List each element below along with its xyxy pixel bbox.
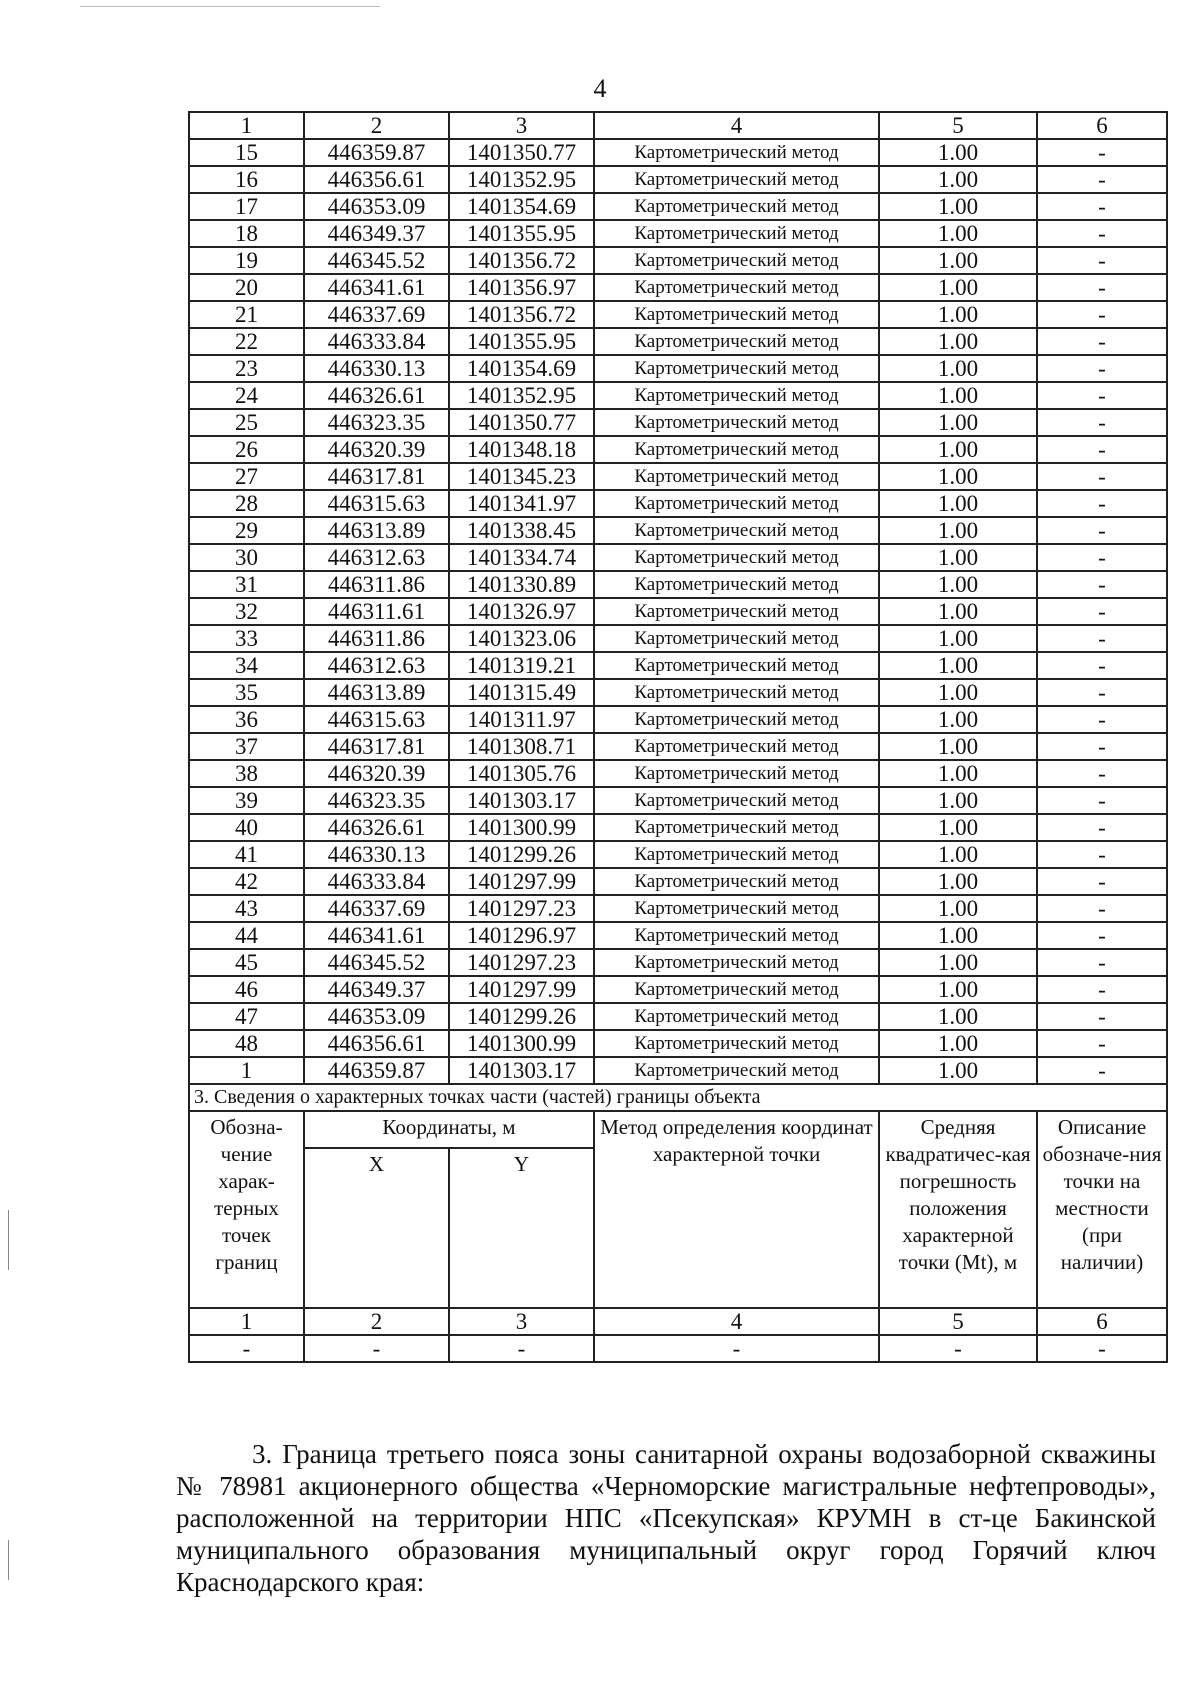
x-coordinate-cell: 446345.52 <box>304 247 449 274</box>
point-number-cell: 48 <box>189 1030 304 1057</box>
error-cell: 1.00 <box>879 301 1037 328</box>
method-cell: Картометрический метод <box>594 193 879 220</box>
table-row <box>189 517 1167 544</box>
y-coordinate-cell: 1401352.95 <box>449 166 594 193</box>
y-coordinate-cell: 1401297.99 <box>449 868 594 895</box>
point-number-cell: 31 <box>189 571 304 598</box>
description-cell: - <box>1037 652 1167 679</box>
description-cell: - <box>1037 706 1167 733</box>
y-coordinate-cell: 1401350.77 <box>449 139 594 166</box>
method-cell: Картометрический метод <box>594 544 879 571</box>
paragraph-text: 3. Граница третьего пояса зоны санитарной охраны водозаборной скважины № 78981 акционерного общества «Черноморские магистральные нефтепроводы», расположенной на территории НПС «Псекупская» КРУМН в ст-це Бакинской муниципального образования муниципальный округ город Горячий ключ Краснодарского края: <box>176 1439 1156 1597</box>
x-coordinate-cell: 446359.87 <box>304 139 449 166</box>
error-cell: 1.00 <box>879 976 1037 1003</box>
table-row <box>189 652 1167 679</box>
table-row <box>189 895 1167 922</box>
header-number: 1 <box>189 1308 304 1335</box>
empty-cell: - <box>189 1335 304 1362</box>
method-cell: Картометрический метод <box>594 220 879 247</box>
x-coordinate-cell: 446359.87 <box>304 1057 449 1084</box>
y-coordinate-cell: 1401334.74 <box>449 544 594 571</box>
y-coordinate-cell: 1401330.89 <box>449 571 594 598</box>
description-cell: - <box>1037 1057 1167 1084</box>
error-cell: 1.00 <box>879 139 1037 166</box>
table-row <box>189 922 1167 949</box>
column-number-row <box>189 112 1167 139</box>
table-row <box>189 787 1167 814</box>
y-coordinate-cell: 1401305.76 <box>449 760 594 787</box>
x-coordinate-cell: 446341.61 <box>304 922 449 949</box>
method-cell: Картометрический метод <box>594 706 879 733</box>
y-coordinate-cell: 1401300.99 <box>449 814 594 841</box>
point-number-cell: 20 <box>189 274 304 301</box>
y-coordinate-cell: 1401297.99 <box>449 976 594 1003</box>
method-cell: Картометрический метод <box>594 652 879 679</box>
x-coordinate-cell: 446311.86 <box>304 571 449 598</box>
description-cell: - <box>1037 247 1167 274</box>
x-coordinate-cell: 446333.84 <box>304 328 449 355</box>
x-coordinate-cell: 446320.39 <box>304 436 449 463</box>
y-coordinate-cell: 1401354.69 <box>449 355 594 382</box>
error-cell: 1.00 <box>879 949 1037 976</box>
error-cell: 1.00 <box>879 328 1037 355</box>
x-coordinate-cell: 446315.63 <box>304 490 449 517</box>
error-cell: 1.00 <box>879 544 1037 571</box>
y-coordinate-cell: 1401297.23 <box>449 949 594 976</box>
description-cell: - <box>1037 841 1167 868</box>
description-cell: - <box>1037 382 1167 409</box>
point-number-cell: 45 <box>189 949 304 976</box>
method-cell: Картометрический метод <box>594 355 879 382</box>
point-number-cell: 34 <box>189 652 304 679</box>
table-row <box>189 868 1167 895</box>
point-number-cell: 36 <box>189 706 304 733</box>
margin-mark <box>8 1210 9 1270</box>
y-coordinate-cell: 1401296.97 <box>449 922 594 949</box>
point-number-cell: 22 <box>189 328 304 355</box>
y-coordinate-cell: 1401356.72 <box>449 301 594 328</box>
y-coordinate-cell: 1401303.17 <box>449 1057 594 1084</box>
x-coordinate-cell: 446345.52 <box>304 949 449 976</box>
x-coordinate-cell: 446337.69 <box>304 301 449 328</box>
section-title-row <box>189 1084 1167 1111</box>
method-cell: Картометрический метод <box>594 301 879 328</box>
table-row <box>189 976 1167 1003</box>
point-number-cell: 38 <box>189 760 304 787</box>
point-number-cell: 1 <box>189 1057 304 1084</box>
method-cell: Картометрический метод <box>594 598 879 625</box>
x-coordinate-cell: 446312.63 <box>304 652 449 679</box>
error-cell: 1.00 <box>879 436 1037 463</box>
error-cell: 1.00 <box>879 571 1037 598</box>
point-number-cell: 21 <box>189 301 304 328</box>
table-row <box>189 409 1167 436</box>
x-coordinate-cell: 446312.63 <box>304 544 449 571</box>
empty-cell: - <box>594 1335 879 1362</box>
table-row <box>189 760 1167 787</box>
description-cell: - <box>1037 328 1167 355</box>
column-number: 3 <box>449 112 594 139</box>
method-cell: Картометрический метод <box>594 922 879 949</box>
table-row <box>189 139 1167 166</box>
table-row <box>189 274 1167 301</box>
method-cell: Картометрический метод <box>594 139 879 166</box>
table-row <box>189 220 1167 247</box>
x-coordinate-cell: 446326.61 <box>304 814 449 841</box>
x-coordinate-cell: 446315.63 <box>304 706 449 733</box>
error-cell: 1.00 <box>879 841 1037 868</box>
y-coordinate-cell: 1401323.06 <box>449 625 594 652</box>
description-cell: - <box>1037 814 1167 841</box>
y-coordinate-cell: 1401356.72 <box>449 247 594 274</box>
description-cell: - <box>1037 139 1167 166</box>
table-row <box>189 166 1167 193</box>
empty-cell: - <box>304 1335 449 1362</box>
y-coordinate-cell: 1401311.97 <box>449 706 594 733</box>
table-row <box>189 598 1167 625</box>
method-cell: Картометрический метод <box>594 1003 879 1030</box>
section-title: 3. Сведения о характерных точках части (частей) границы объекта <box>189 1084 1167 1111</box>
x-coordinate-cell: 446353.09 <box>304 193 449 220</box>
table-row <box>189 355 1167 382</box>
x-coordinate-cell: 446323.35 <box>304 409 449 436</box>
error-cell: 1.00 <box>879 1030 1037 1057</box>
empty-cell: - <box>879 1335 1037 1362</box>
error-cell: 1.00 <box>879 409 1037 436</box>
point-number-cell: 40 <box>189 814 304 841</box>
empty-cell: - <box>1037 1335 1167 1362</box>
table-row <box>189 814 1167 841</box>
description-cell: - <box>1037 787 1167 814</box>
description-cell: - <box>1037 679 1167 706</box>
point-number-cell: 29 <box>189 517 304 544</box>
y-coordinate-cell: 1401355.95 <box>449 220 594 247</box>
method-cell: Картометрический метод <box>594 787 879 814</box>
column-number: 5 <box>879 112 1037 139</box>
empty-row <box>189 1335 1167 1362</box>
header-number: 6 <box>1037 1308 1167 1335</box>
method-cell: Картометрический метод <box>594 382 879 409</box>
y-coordinate-cell: 1401345.23 <box>449 463 594 490</box>
x-coordinate-cell: 446311.86 <box>304 625 449 652</box>
error-cell: 1.00 <box>879 787 1037 814</box>
description-cell: - <box>1037 517 1167 544</box>
point-number-cell: 35 <box>189 679 304 706</box>
point-number-cell: 24 <box>189 382 304 409</box>
header-number-row <box>189 1308 1167 1335</box>
y-coordinate-cell: 1401308.71 <box>449 733 594 760</box>
x-coordinate-cell: 446330.13 <box>304 355 449 382</box>
description-cell: - <box>1037 1030 1167 1057</box>
description-cell: - <box>1037 571 1167 598</box>
header-designation: Обозна-чение харак-терных точек границ <box>189 1111 304 1308</box>
header-y: Y <box>449 1148 594 1308</box>
error-cell: 1.00 <box>879 598 1037 625</box>
method-cell: Картометрический метод <box>594 490 879 517</box>
error-cell: 1.00 <box>879 733 1037 760</box>
x-coordinate-cell: 446356.61 <box>304 1030 449 1057</box>
method-cell: Картометрический метод <box>594 166 879 193</box>
top-rule <box>80 6 380 7</box>
point-number-cell: 42 <box>189 868 304 895</box>
method-cell: Картометрический метод <box>594 328 879 355</box>
header-number: 4 <box>594 1308 879 1335</box>
x-coordinate-cell: 446341.61 <box>304 274 449 301</box>
method-cell: Картометрический метод <box>594 868 879 895</box>
description-cell: - <box>1037 598 1167 625</box>
header-number: 5 <box>879 1308 1037 1335</box>
method-cell: Картометрический метод <box>594 841 879 868</box>
table-row <box>189 706 1167 733</box>
y-coordinate-cell: 1401352.95 <box>449 382 594 409</box>
error-cell: 1.00 <box>879 760 1037 787</box>
x-coordinate-cell: 446320.39 <box>304 760 449 787</box>
method-cell: Картометрический метод <box>594 274 879 301</box>
description-cell: - <box>1037 895 1167 922</box>
x-coordinate-cell: 446330.13 <box>304 841 449 868</box>
point-number-cell: 30 <box>189 544 304 571</box>
x-coordinate-cell: 446349.37 <box>304 976 449 1003</box>
error-cell: 1.00 <box>879 706 1037 733</box>
error-cell: 1.00 <box>879 679 1037 706</box>
error-cell: 1.00 <box>879 274 1037 301</box>
description-cell: - <box>1037 949 1167 976</box>
point-number-cell: 25 <box>189 409 304 436</box>
y-coordinate-cell: 1401315.49 <box>449 679 594 706</box>
table-row <box>189 436 1167 463</box>
error-cell: 1.00 <box>879 895 1037 922</box>
x-coordinate-cell: 446311.61 <box>304 598 449 625</box>
method-cell: Картометрический метод <box>594 247 879 274</box>
description-cell: - <box>1037 733 1167 760</box>
point-number-cell: 18 <box>189 220 304 247</box>
point-number-cell: 19 <box>189 247 304 274</box>
point-number-cell: 41 <box>189 841 304 868</box>
body-paragraph <box>176 1438 1156 1598</box>
x-coordinate-cell: 446337.69 <box>304 895 449 922</box>
method-cell: Картометрический метод <box>594 814 879 841</box>
empty-cell: - <box>449 1335 594 1362</box>
y-coordinate-cell: 1401326.97 <box>449 598 594 625</box>
error-cell: 1.00 <box>879 1057 1037 1084</box>
point-number-cell: 33 <box>189 625 304 652</box>
point-number-cell: 44 <box>189 922 304 949</box>
table-row <box>189 193 1167 220</box>
table-row <box>189 571 1167 598</box>
point-number-cell: 43 <box>189 895 304 922</box>
error-cell: 1.00 <box>879 220 1037 247</box>
column-number: 2 <box>304 112 449 139</box>
description-cell: - <box>1037 193 1167 220</box>
method-cell: Картометрический метод <box>594 679 879 706</box>
error-cell: 1.00 <box>879 166 1037 193</box>
coordinates-table <box>188 111 1168 1363</box>
description-cell: - <box>1037 922 1167 949</box>
error-cell: 1.00 <box>879 463 1037 490</box>
x-coordinate-cell: 446349.37 <box>304 220 449 247</box>
x-coordinate-cell: 446353.09 <box>304 1003 449 1030</box>
header-description: Описание обозначе-ния точки на местности (при наличии) <box>1037 1111 1167 1308</box>
error-cell: 1.00 <box>879 193 1037 220</box>
description-cell: - <box>1037 490 1167 517</box>
method-cell: Картометрический метод <box>594 733 879 760</box>
table-row <box>189 1030 1167 1057</box>
method-cell: Картометрический метод <box>594 895 879 922</box>
description-cell: - <box>1037 544 1167 571</box>
point-number-cell: 46 <box>189 976 304 1003</box>
header-x: X <box>304 1148 449 1308</box>
method-cell: Картометрический метод <box>594 625 879 652</box>
x-coordinate-cell: 446333.84 <box>304 868 449 895</box>
page-number: 4 <box>593 74 607 103</box>
header-mean-error: Средняя квадратичес-кая погрешность положения характерной точки (Mt), м <box>879 1111 1037 1308</box>
point-number-cell: 23 <box>189 355 304 382</box>
y-coordinate-cell: 1401338.45 <box>449 517 594 544</box>
method-cell: Картометрический метод <box>594 463 879 490</box>
error-cell: 1.00 <box>879 652 1037 679</box>
point-number-cell: 28 <box>189 490 304 517</box>
description-cell: - <box>1037 463 1167 490</box>
point-number-cell: 16 <box>189 166 304 193</box>
description-cell: - <box>1037 274 1167 301</box>
point-number-cell: 47 <box>189 1003 304 1030</box>
method-cell: Картометрический метод <box>594 976 879 1003</box>
x-coordinate-cell: 446313.89 <box>304 517 449 544</box>
y-coordinate-cell: 1401319.21 <box>449 652 594 679</box>
method-cell: Картометрический метод <box>594 760 879 787</box>
description-cell: - <box>1037 1003 1167 1030</box>
header-method: Метод определения координат характерной точки <box>594 1111 879 1308</box>
error-cell: 1.00 <box>879 517 1037 544</box>
description-cell: - <box>1037 220 1167 247</box>
description-cell: - <box>1037 868 1167 895</box>
header-number: 2 <box>304 1308 449 1335</box>
error-cell: 1.00 <box>879 814 1037 841</box>
x-coordinate-cell: 446313.89 <box>304 679 449 706</box>
y-coordinate-cell: 1401299.26 <box>449 1003 594 1030</box>
point-number-cell: 26 <box>189 436 304 463</box>
y-coordinate-cell: 1401350.77 <box>449 409 594 436</box>
header-coordinates: Координаты, м <box>304 1111 594 1148</box>
description-cell: - <box>1037 760 1167 787</box>
error-cell: 1.00 <box>879 922 1037 949</box>
point-number-cell: 15 <box>189 139 304 166</box>
table-row <box>189 1057 1167 1084</box>
point-number-cell: 27 <box>189 463 304 490</box>
table-row <box>189 1003 1167 1030</box>
error-cell: 1.00 <box>879 625 1037 652</box>
method-cell: Картометрический метод <box>594 409 879 436</box>
error-cell: 1.00 <box>879 355 1037 382</box>
description-cell: - <box>1037 409 1167 436</box>
method-cell: Картометрический метод <box>594 571 879 598</box>
error-cell: 1.00 <box>879 247 1037 274</box>
column-number: 4 <box>594 112 879 139</box>
description-cell: - <box>1037 976 1167 1003</box>
table-row <box>189 463 1167 490</box>
column-number: 1 <box>189 112 304 139</box>
y-coordinate-cell: 1401299.26 <box>449 841 594 868</box>
x-coordinate-cell: 446317.81 <box>304 733 449 760</box>
table-row <box>189 841 1167 868</box>
header-row <box>189 1111 1167 1148</box>
x-coordinate-cell: 446317.81 <box>304 463 449 490</box>
y-coordinate-cell: 1401300.99 <box>449 1030 594 1057</box>
header-number: 3 <box>449 1308 594 1335</box>
error-cell: 1.00 <box>879 868 1037 895</box>
error-cell: 1.00 <box>879 382 1037 409</box>
table-row <box>189 733 1167 760</box>
description-cell: - <box>1037 625 1167 652</box>
x-coordinate-cell: 446356.61 <box>304 166 449 193</box>
x-coordinate-cell: 446323.35 <box>304 787 449 814</box>
method-cell: Картометрический метод <box>594 1030 879 1057</box>
method-cell: Картометрический метод <box>594 1057 879 1084</box>
method-cell: Картометрический метод <box>594 436 879 463</box>
table-row <box>189 301 1167 328</box>
point-number-cell: 17 <box>189 193 304 220</box>
y-coordinate-cell: 1401341.97 <box>449 490 594 517</box>
method-cell: Картометрический метод <box>594 517 879 544</box>
error-cell: 1.00 <box>879 490 1037 517</box>
y-coordinate-cell: 1401348.18 <box>449 436 594 463</box>
point-number-cell: 39 <box>189 787 304 814</box>
description-cell: - <box>1037 436 1167 463</box>
x-coordinate-cell: 446326.61 <box>304 382 449 409</box>
y-coordinate-cell: 1401303.17 <box>449 787 594 814</box>
table-row <box>189 328 1167 355</box>
table-row <box>189 382 1167 409</box>
margin-mark <box>8 1540 9 1580</box>
y-coordinate-cell: 1401354.69 <box>449 193 594 220</box>
description-cell: - <box>1037 355 1167 382</box>
y-coordinate-cell: 1401356.97 <box>449 274 594 301</box>
table-row <box>189 625 1167 652</box>
table-row <box>189 247 1167 274</box>
point-number-cell: 32 <box>189 598 304 625</box>
table-row <box>189 490 1167 517</box>
point-number-cell: 37 <box>189 733 304 760</box>
table-row <box>189 679 1167 706</box>
error-cell: 1.00 <box>879 1003 1037 1030</box>
y-coordinate-cell: 1401297.23 <box>449 895 594 922</box>
method-cell: Картометрический метод <box>594 949 879 976</box>
table-row <box>189 544 1167 571</box>
column-number: 6 <box>1037 112 1167 139</box>
y-coordinate-cell: 1401355.95 <box>449 328 594 355</box>
table-row <box>189 949 1167 976</box>
description-cell: - <box>1037 301 1167 328</box>
description-cell: - <box>1037 166 1167 193</box>
